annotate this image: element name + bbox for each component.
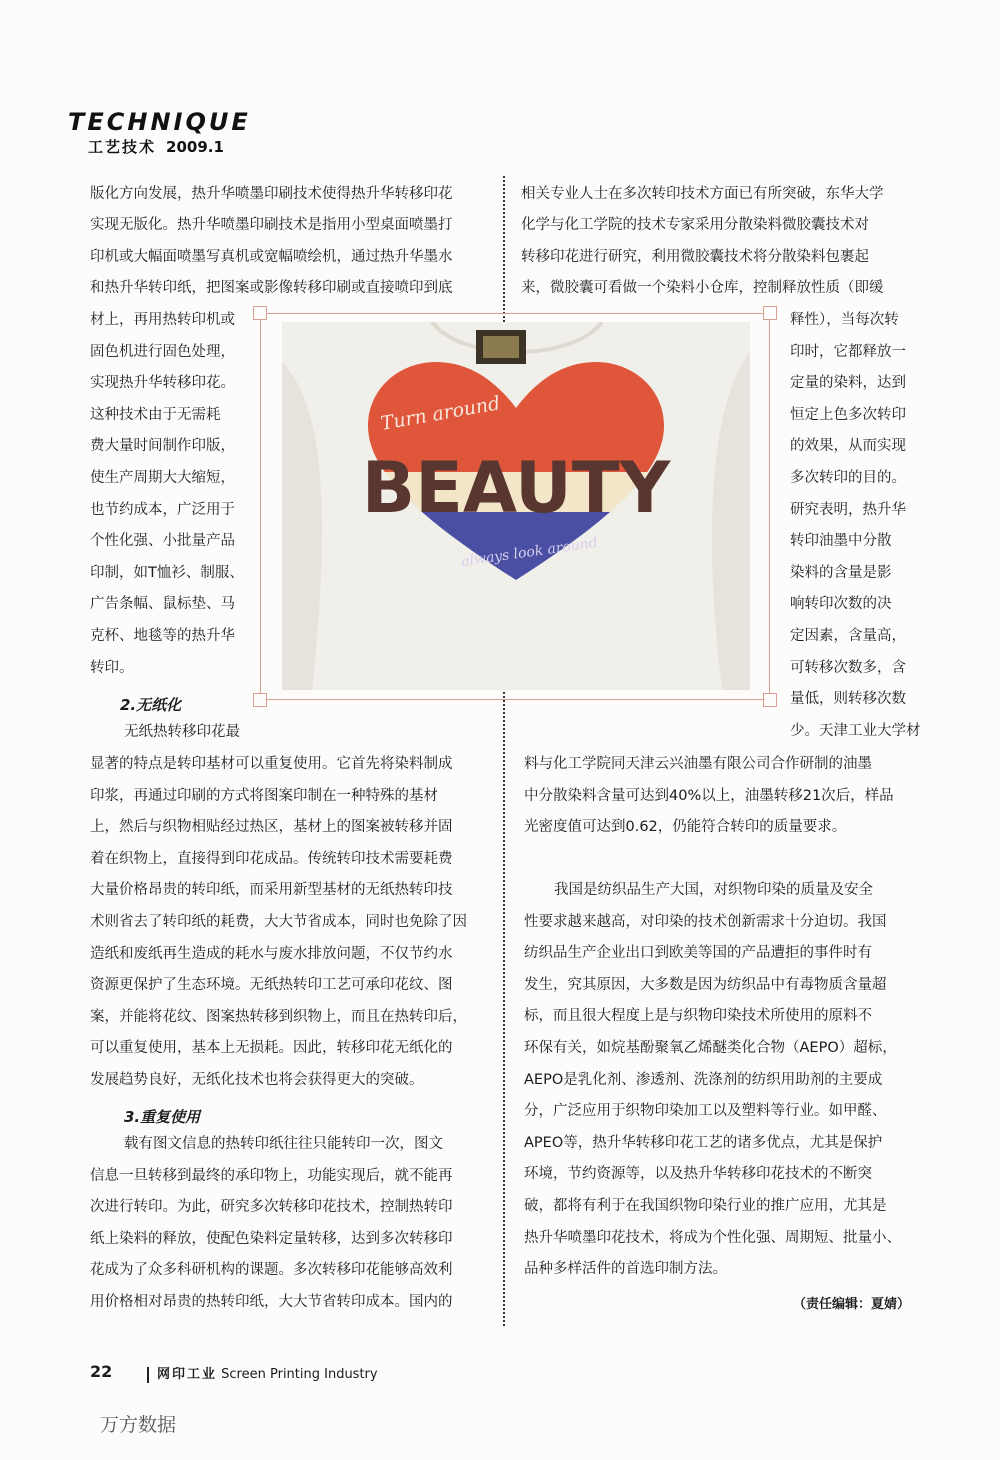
issue-number: 2009.1 <box>166 138 224 156</box>
tshirt-illustration <box>282 322 750 690</box>
text-line: AEPO是乳化剂、渗透剂、洗涤剂的纺织用助剂的主要成 <box>524 1071 883 1088</box>
text-line: 环保有关，如烷基酚聚氧乙烯醚类化合物（AEPO）超标， <box>524 1040 897 1056</box>
text-line: 多次转印的目的。 <box>790 470 906 486</box>
text-line: 印机或大幅面喷墨写真机或宽幅喷绘机，通过热升华墨水 <box>90 248 453 265</box>
text-line: 着在织物上，直接得到印花成品。传统转印技术需要耗费 <box>90 850 453 867</box>
text-line: 术则省去了转印纸的耗费，大大节省成本，同时也免除了因 <box>90 914 467 930</box>
section-header-en: TECHNIQUE <box>68 108 251 136</box>
text-line: 使生产周期大大缩短， <box>90 470 235 486</box>
text-line: 克杯、地毯等的热升华 <box>90 628 235 644</box>
text-line: 版化方向发展，热升华喷墨印刷技术使得热升华转移印花 <box>90 186 453 202</box>
section2-first-line: 无纸热转移印花最 <box>124 724 240 740</box>
text-line: 光密度值可达到0.62，仍能符合转印的质量要求。 <box>524 819 847 836</box>
text-line: 来，微胶囊可看做一个染料小仓库，控制释放性质（即缓 <box>521 279 884 296</box>
text-line: 大量价格昂贵的转印纸，而采用新型基材的无纸热转印技 <box>90 882 453 899</box>
text-line: 印制，如T恤衫、制服、 <box>90 564 244 581</box>
text-line: 纺织品生产企业出口到欧美等国的产品遭拒的事件时有 <box>524 945 872 962</box>
text-line: 响转印次数的决 <box>790 596 892 613</box>
text-line: 环境，节约资源等，以及热升华转移印花技术的不断突 <box>524 1166 872 1183</box>
text-line: 材上，再用热转印机或 <box>90 312 235 328</box>
section-header-cn <box>88 136 224 157</box>
text-line: 中分散染料含量可达到40%以上，油墨转移21次后，样品 <box>524 787 894 804</box>
text-line: 热升华喷墨印花技术，将成为个性化强、周期短、批量小、 <box>524 1229 901 1246</box>
text-line: 研究表明，热升华 <box>790 501 906 518</box>
text-line: 转印。 <box>90 659 134 676</box>
text-line: 次进行转印。为此，研究多次转移印花技术，控制热转印 <box>90 1199 453 1216</box>
text-line: 这种技术由于无需耗 <box>90 406 221 423</box>
heart-script-bottom: always look around <box>460 534 599 570</box>
journal-name-en: Screen Printing Industry <box>221 1367 378 1382</box>
text-line: 的效果，从而实现 <box>790 438 906 455</box>
header-cn-label: 工艺技术 <box>88 138 157 156</box>
text-line: 实现无版化。热升华喷墨印刷技术是指用小型桌面喷墨打 <box>90 217 453 234</box>
heart-main-text: BEAUTY <box>361 447 671 529</box>
text-line: 固色机进行固色处理， <box>90 343 235 360</box>
page-number: 22 <box>90 1362 113 1381</box>
text-line: 性要求越来越高，对印染的技术创新需求十分迫切。我国 <box>524 913 887 930</box>
text-line: 印浆，再通过印刷的方式将图案印制在一种特殊的基材 <box>90 787 438 804</box>
text-line: 用价格相对昂贵的热转印纸，大大节省转印成本。国内的 <box>90 1294 453 1310</box>
text-line: 定因素，含量高， <box>790 628 906 644</box>
text-line: APEO等，热升华转移印花工艺的诸多优点，尤其是保护 <box>524 1134 883 1151</box>
text-line: 造纸和废纸再生造成的耗水与废水排放问题，不仅节约水 <box>90 945 453 962</box>
text-line: 染料的含量是影 <box>790 564 892 581</box>
text-line: 和热升华转印纸，把图案或影像转移印刷或直接喷印到底 <box>90 279 453 296</box>
text-line: 释性），当每次转 <box>790 312 899 328</box>
text-line: 我国是纺织品生产大国，对织物印染的质量及安全 <box>554 882 873 898</box>
text-line: 载有图文信息的热转印纸往往只能转印一次，图文 <box>124 1136 443 1152</box>
text-line: 广告条幅、鼠标垫、马 <box>90 596 235 613</box>
text-line: 信息一旦转移到最终的承印物上，功能实现后，就不能再 <box>90 1167 453 1184</box>
text-line: 纸上染料的释放，使配色染料定量转移，达到多次转移印 <box>90 1230 453 1247</box>
text-line: 分，广泛应用于织物印染加工以及塑料等行业。如甲醛、 <box>524 1103 887 1120</box>
text-line: 标，而且很大程度上是与织物印染技术所使用的原料不 <box>524 1008 872 1025</box>
text-line: 实现热升华转移印花。 <box>90 375 235 392</box>
section-title-3: 3.重复使用 <box>124 1108 201 1126</box>
text-line: 定量的染料，达到 <box>790 375 906 392</box>
text-line: 费大量时间制作印版， <box>90 438 235 455</box>
editor-credit: （责任编辑：夏婧） <box>793 1297 911 1312</box>
journal-footer <box>147 1363 378 1383</box>
section-title-2: 2.无纸化 <box>120 696 182 714</box>
text-line: 化学与化工学院的技术专家采用分散染料微胶囊技术对 <box>521 217 869 234</box>
text-line: 上，然后与织物相贴经过热区，基材上的图案被转移并固 <box>90 819 453 836</box>
text-line: 可以重复使用，基本上无损耗。因此，转移印花无纸化的 <box>90 1040 453 1057</box>
watermark: 万方数据 <box>100 1414 177 1436</box>
text-line: 破，都将有利于在我国织物印染行业的推广应用，尤其是 <box>524 1198 887 1214</box>
text-line: 少。天津工业大学材 <box>790 722 921 739</box>
text-line: 可转移次数多，含 <box>790 659 906 676</box>
text-line: 相关专业人士在多次转印技术方面已有所突破，东华大学 <box>521 186 884 202</box>
tshirt-photo <box>282 322 750 690</box>
text-line: 也节约成本，广泛用于 <box>90 501 235 518</box>
text-line: 资源更保护了生态环境。无纸热转印工艺可承印花纹、图 <box>90 977 453 994</box>
heart-script-top: Turn around <box>379 392 502 435</box>
text-line: 发展趋势良好，无纸化技术也将会获得更大的突破。 <box>90 1072 424 1088</box>
journal-name-cn: 网印工业 <box>157 1367 218 1382</box>
text-line: 案，并能将花纹、图案热转移到织物上，而且在热转印后， <box>90 1008 467 1025</box>
text-line: 恒定上色多次转印 <box>790 406 906 423</box>
text-line: 转印油墨中分散 <box>790 533 892 550</box>
text-line: 品种多样活件的首选印制方法。 <box>524 1261 727 1278</box>
text-line: 转移印花进行研究，利用微胶囊技术将分散染料包裹起 <box>521 248 869 265</box>
text-line: 印时，它都释放一 <box>790 343 906 360</box>
text-line: 显著的特点是转印基材可以重复使用。它首先将染料制成 <box>90 756 453 772</box>
text-line: 个性化强、小批量产品 <box>90 533 235 550</box>
text-line: 料与化工学院同天津云兴油墨有限公司合作研制的油墨 <box>524 756 872 772</box>
text-line: 发生，究其原因，大多数是因为纺织品中有毒物质含量超 <box>524 976 887 993</box>
text-line: 量低，则转移次数 <box>790 691 906 708</box>
text-line: 花成为了众多科研机构的课题。多次转移印花能够高效利 <box>90 1262 453 1279</box>
